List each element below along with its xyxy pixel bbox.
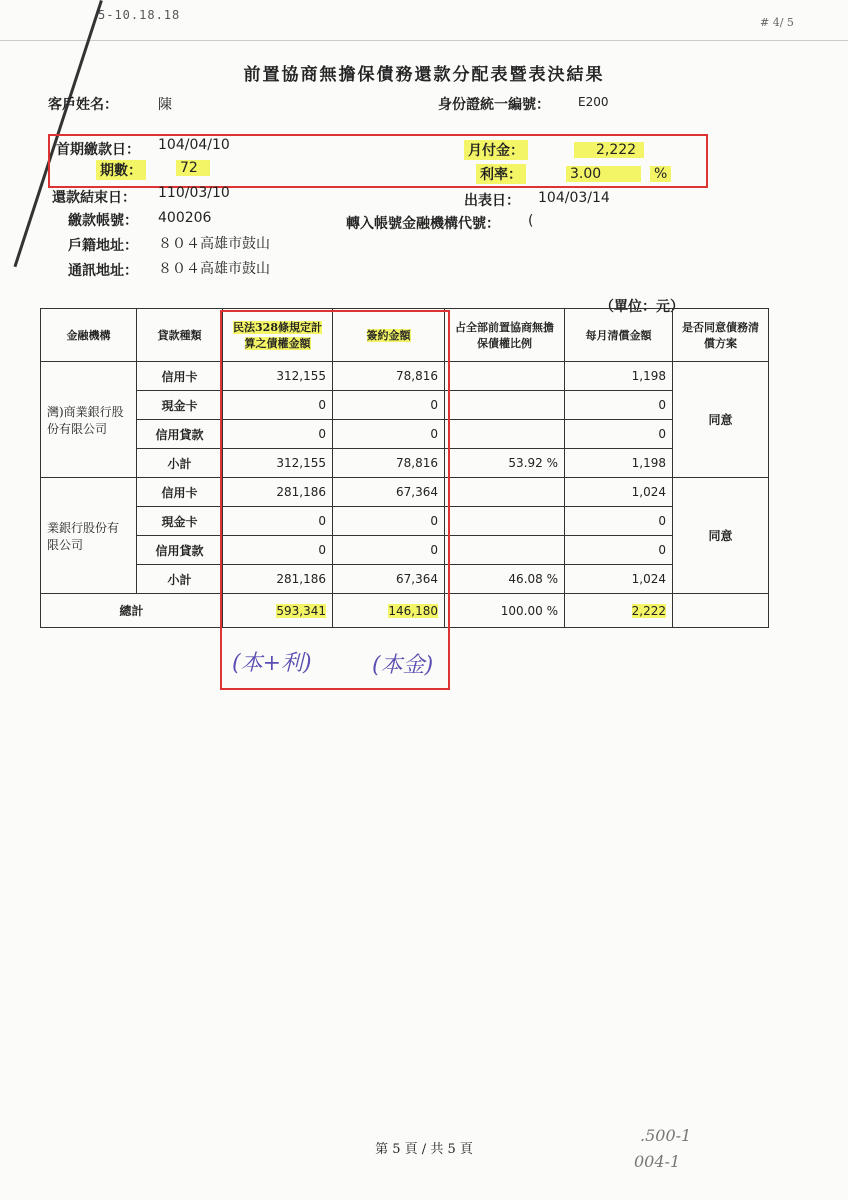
monthly-amount: 0: [565, 391, 673, 420]
monthly-amount: 0: [565, 420, 673, 449]
ratio: 46.08 %: [445, 565, 565, 594]
claim-amount: 0: [223, 507, 333, 536]
first-pay-value: 104/04/10: [158, 137, 230, 153]
id-label: 身份證統一編號：: [438, 97, 550, 113]
claim-amount: 0: [223, 420, 333, 449]
household-address-label: 戶籍地址：: [68, 238, 138, 254]
account-label: 繳款帳號：: [68, 213, 138, 229]
claim-amount: 281,186: [223, 478, 333, 507]
transfer-label: 轉入帳號金融機構代號：: [346, 216, 500, 232]
claim-amount: 312,155: [223, 449, 333, 478]
customer-name-label: 客戶姓名：: [48, 97, 118, 113]
total-contract-text: 146,180: [388, 603, 438, 618]
account-value: 400206: [158, 210, 212, 226]
mail-address-value: ８０４高雄市鼓山: [158, 261, 270, 277]
ratio: [445, 420, 565, 449]
header-ratio: 占全部前置協商無擔保債權比例: [445, 309, 565, 362]
loan-type: 小計: [137, 449, 223, 478]
header-claim-amount-text: 民法328條規定計算之債權金額: [233, 321, 322, 350]
transfer-value: (: [528, 213, 534, 229]
handwritten-scribble-1: .500-1: [640, 1126, 692, 1145]
header-monthly: 每月清償金額: [565, 309, 673, 362]
total-agree-empty: [673, 594, 769, 628]
ratio: [445, 536, 565, 565]
claim-amount: 281,186: [223, 565, 333, 594]
total-monthly-text: 2,222: [631, 603, 666, 618]
contract-amount: 0: [333, 536, 445, 565]
periods-label: 期數：: [96, 160, 146, 180]
contract-amount: 67,364: [333, 478, 445, 507]
issue-date-label: 出表日：: [464, 193, 520, 209]
ratio: [445, 478, 565, 507]
monthly-amount: 1,198: [565, 449, 673, 478]
total-claim-text: 593,341: [276, 603, 326, 618]
scan-divider: [0, 40, 848, 41]
handwritten-scribble-2: 004-1: [634, 1152, 681, 1171]
first-pay-label: 首期繳款日：: [56, 142, 140, 158]
unit-note: （單位：元）: [600, 299, 684, 315]
contract-amount: 0: [333, 420, 445, 449]
id-value: E200: [578, 95, 609, 109]
loan-type: 信用卡: [137, 478, 223, 507]
issue-date-value: 104/03/14: [538, 190, 610, 206]
total-monthly: [565, 594, 673, 628]
header-agree: 是否同意債務清償方案: [673, 309, 769, 362]
monthly-amount: 1,024: [565, 565, 673, 594]
ratio: [445, 362, 565, 391]
monthly-label: 月付金：: [464, 140, 528, 160]
claim-amount: 0: [223, 536, 333, 565]
loan-type: 現金卡: [137, 507, 223, 536]
contract-amount: 67,364: [333, 565, 445, 594]
contract-amount: 0: [333, 391, 445, 420]
loan-type: 信用貸款: [137, 420, 223, 449]
rate-unit: %: [650, 166, 671, 182]
header-contract-amount-text: 簽約金額: [366, 329, 411, 342]
page-mark: # 4/ 5: [760, 16, 794, 29]
household-address-value: ８０４高雄市鼓山: [158, 236, 270, 252]
agree-status: 同意: [673, 362, 769, 478]
header-loan-type: 貸款種類: [137, 309, 223, 362]
monthly-amount: 0: [565, 507, 673, 536]
loan-type: 現金卡: [137, 391, 223, 420]
monthly-amount: 1,198: [565, 362, 673, 391]
customer-name-value: 陳: [158, 97, 172, 113]
loan-type: 小計: [137, 565, 223, 594]
scan-stamp: 5-10.18.18: [98, 8, 181, 22]
contract-amount: 78,816: [333, 449, 445, 478]
monthly-amount: 0: [565, 536, 673, 565]
header-institution: 金融機構: [41, 309, 137, 362]
contract-amount: 78,816: [333, 362, 445, 391]
agree-status: 同意: [673, 478, 769, 594]
loan-type: 信用貸款: [137, 536, 223, 565]
loan-type: 信用卡: [137, 362, 223, 391]
claim-amount: 0: [223, 391, 333, 420]
total-label: 總計: [41, 594, 223, 628]
page-footer: 第 5 頁 / 共 5 頁: [375, 1142, 473, 1157]
bank-name: 灣)商業銀行股份有限公司: [41, 362, 137, 478]
ratio: [445, 507, 565, 536]
end-date-label: 還款結束日：: [52, 190, 136, 206]
mail-address-label: 通訊地址：: [68, 263, 138, 279]
bank-name: 業銀行股份有限公司: [41, 478, 137, 594]
ratio: 53.92 %: [445, 449, 565, 478]
total-ratio: 100.00 %: [445, 594, 565, 628]
highlight-box-amounts: [220, 310, 450, 690]
handwritten-note-principal-interest: (本+利): [232, 651, 312, 676]
end-date-value: 110/03/10: [158, 185, 230, 201]
periods-value: 72: [176, 160, 210, 176]
monthly-value: 2,222: [574, 142, 644, 158]
rate-value: 3.00: [566, 166, 641, 182]
contract-amount: 0: [333, 507, 445, 536]
handwritten-note-principal: (本金): [372, 653, 434, 678]
ratio: [445, 391, 565, 420]
claim-amount: 312,155: [223, 362, 333, 391]
rate-label: 利率：: [476, 164, 526, 184]
document-title: 前置協商無擔保債務還款分配表暨表決結果: [243, 65, 605, 85]
monthly-amount: 1,024: [565, 478, 673, 507]
